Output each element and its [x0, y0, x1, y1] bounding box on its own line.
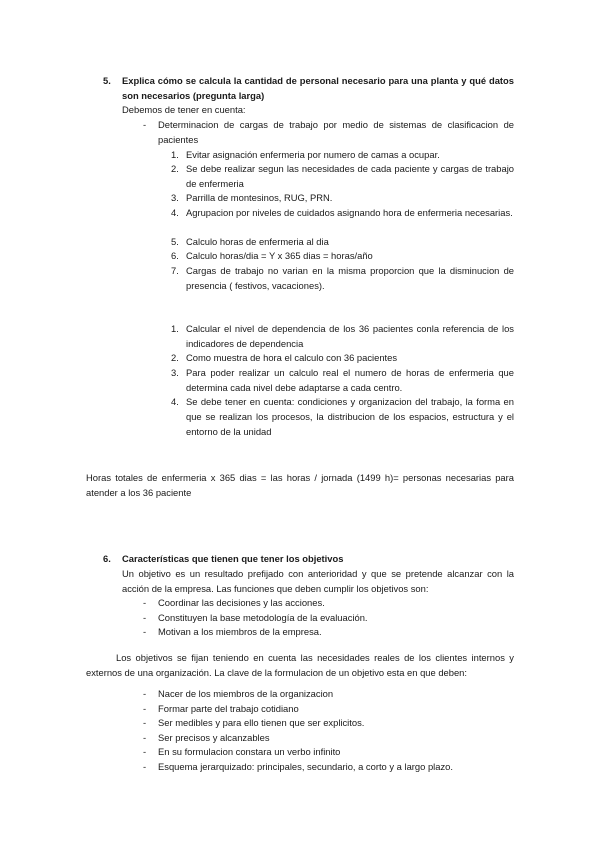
function-item: Coordinar las decisiones y las acciones. — [158, 597, 325, 608]
dash-bullet: - — [143, 761, 147, 772]
list-item: Se debe realizar segun las necesidades de cada paciente y cargas de trabajo de enfermeria — [186, 163, 514, 189]
list-item-number: 3. — [171, 367, 179, 378]
must-item: Ser precisos y alcanzables — [158, 732, 270, 743]
list-item-number: 1. — [171, 323, 179, 334]
bullet-classification: Determinacion de cargas de trabajo por medio de sistemas de clasificacion de pacientes — [158, 119, 514, 145]
must-item: En su formulacion constara un verbo infinito — [158, 746, 341, 757]
question-6-title: Características que tienen que tener los objetivos — [122, 553, 344, 564]
list-item-number: 2. — [171, 352, 179, 363]
list-item: Calculo horas de enfermeria al dia — [186, 236, 329, 247]
list-item: Agrupacion por niveles de cuidados asignando hora de enfermeria necesarias. — [186, 207, 513, 218]
staffing-formula: Horas totales de enfermeria x 365 dias = las horas / jornada (1499 h)= personas necesarias para atender a los 36 paciente — [86, 472, 514, 498]
list-item-number: 5. — [171, 236, 179, 247]
must-item: Nacer de los miembros de la organizacion — [158, 688, 334, 699]
list-item-number: 6. — [171, 250, 179, 261]
function-item: Constituyen la base metodología de la evaluación. — [158, 612, 368, 623]
list-item: Parrilla de montesinos, RUG, PRN. — [186, 192, 333, 203]
question-6-intro: Un objetivo es un resultado prefijado con anterioridad y que se pretende alcanzar con la acción de la empresa. Las funciones que deben cumplir los objetivos son: — [122, 568, 514, 594]
dash-bullet: - — [143, 703, 147, 714]
list-item-number: 4. — [171, 207, 179, 218]
list-item-number: 3. — [171, 192, 179, 203]
question-5-intro: Debemos de tener en cuenta: — [122, 104, 246, 115]
must-item: Esquema jerarquizado: principales, secundario, a corto y a largo plazo. — [158, 761, 453, 772]
list-item: Cargas de trabajo no varian en la misma proporcion que la disminucion de presencia ( festivos, vacaciones). — [186, 265, 514, 291]
list-item: Para poder realizar un calculo real el numero de horas de enfermeria que determina cada nivel debe adaptarse a cada centro. — [186, 367, 514, 393]
list-item: Se debe tener en cuenta: condiciones y organizacion del trabajo, la forma en que se realizan los procesos, la distribucion de los espacios, estructura y el entorno de la unidad — [186, 396, 514, 437]
must-item: Formar parte del trabajo cotidiano — [158, 703, 299, 714]
list-item-number: 1. — [171, 149, 179, 160]
list-item: Como muestra de hora el calculo con 36 pacientes — [186, 352, 398, 363]
list-item-number: 4. — [171, 396, 179, 407]
list-item-number: 7. — [171, 265, 179, 276]
dash-bullet: - — [143, 626, 147, 637]
dash-bullet: - — [143, 612, 147, 623]
dash-bullet: - — [143, 746, 147, 757]
dash-bullet: - — [143, 119, 147, 130]
must-item: Ser medibles y para ello tienen que ser explicitos. — [158, 717, 365, 728]
dash-bullet: - — [143, 597, 147, 608]
question-5-title: Explica cómo se calcula la cantidad de personal necesario para una planta y qué datos son necesarios (pregunta larga) — [122, 75, 514, 101]
list-item: Evitar asignación enfermeria por numero de camas a ocupar. — [186, 149, 440, 160]
question-6-number: 6. — [103, 553, 111, 564]
question-5-number: 5. — [103, 75, 111, 86]
function-item: Motivan a los miembros de la empresa. — [158, 626, 322, 637]
list-item: Calculo horas/dia = Y x 365 dias = horas/año — [186, 250, 373, 261]
dash-bullet: - — [143, 717, 147, 728]
list-item-number: 2. — [171, 163, 179, 174]
list-item: Calcular el nivel de dependencia de los 36 pacientes conla referencia de los indicadores de dependencia — [186, 323, 514, 349]
dash-bullet: - — [143, 688, 147, 699]
objectives-paragraph: Los objetivos se fijan teniendo en cuenta las necesidades reales de los clientes internos y externos de una organización. La clave de la formulacion de un objetivo esta en que deben: — [86, 652, 514, 678]
dash-bullet: - — [143, 732, 147, 743]
